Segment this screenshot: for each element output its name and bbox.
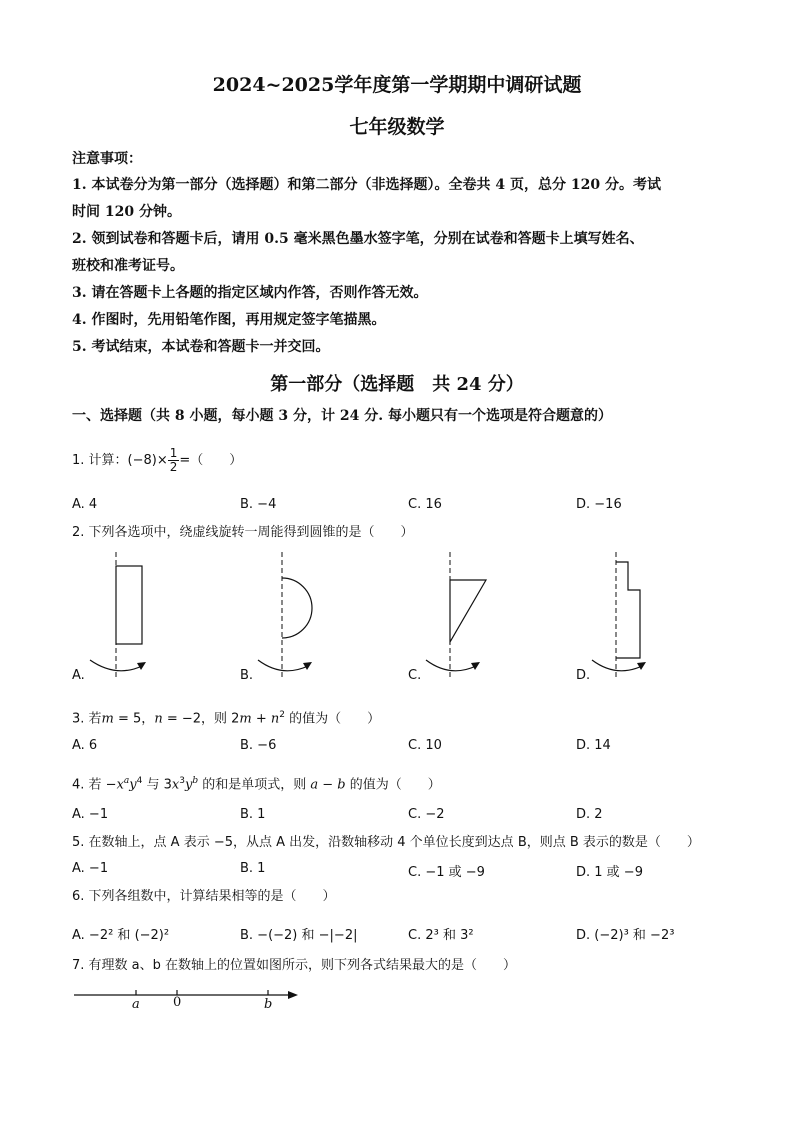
q5-option-c[interactable]: C. −1 或 −9 [408, 865, 485, 880]
q1-denominator: 2 [169, 460, 178, 474]
note-line-1a: 1. 本试卷分为第一部分（选择题）和第二部分（非选择题）。全卷共 4 页，总分 120 分。考试 [72, 177, 661, 193]
q7-label-0: 0 [173, 995, 182, 1010]
q3-var-m2: m [239, 711, 252, 727]
q3-plus: + [251, 711, 271, 727]
q1-option-d[interactable]: D. −16 [576, 497, 622, 512]
q1-fraction [168, 447, 180, 474]
q3-option-d[interactable]: D. 14 [576, 738, 611, 753]
q1-prefix: 1. 计算： [72, 453, 128, 468]
arrow-head [137, 662, 146, 670]
q3-var-m: m [101, 711, 114, 727]
note-line-4: 4. 作图时，先用铅笔作图，再用规定签字笔描黑。 [72, 312, 386, 328]
q7-label-b: b [264, 997, 273, 1012]
q2-option-d[interactable]: D. [576, 668, 591, 683]
note-line-3: 3. 请在答题卡上各题的指定区域内作答，否则作答无效。 [72, 285, 428, 301]
exam-title: 2024~2025学年度第一学期期中调研试题 [212, 74, 582, 96]
q4-expr-ab: a − b [310, 777, 346, 793]
arrow-head [303, 662, 312, 670]
note-line-1b: 时间 120 分钟。 [72, 204, 181, 220]
q1-suffix: =（ ） [179, 453, 243, 468]
q6-option-a[interactable]: A. −2² 和 (−2)² [72, 928, 170, 943]
q1-expr: (−8)× [127, 453, 168, 468]
question-6: 6. 下列各组数中，计算结果相等的是（ ） [72, 889, 336, 904]
semicircle-shape [282, 578, 312, 638]
q4-option-a[interactable]: A. −1 [72, 807, 109, 822]
q4-prefix: 4. 若 − [72, 777, 117, 793]
q2-figure-b [248, 552, 328, 682]
q6-option-c[interactable]: C. 2³ 和 3² [408, 928, 474, 943]
q3-eq2: = −2，则 2 [162, 711, 240, 727]
q4-suffix2: 的值为（ ） [345, 777, 441, 793]
q4-suffix1: 的和是单项式，则 [198, 777, 311, 793]
q2-option-c[interactable]: C. [408, 668, 422, 683]
q4-option-b[interactable]: B. 1 [240, 807, 266, 822]
q4-option-c[interactable]: C. −2 [408, 807, 445, 822]
stepped-shape [616, 562, 640, 658]
q6-option-d[interactable]: D. (−2)³ 和 −2³ [576, 928, 675, 943]
notes-heading: 注意事项： [72, 151, 142, 167]
q3-prefix: 3. 若 [72, 711, 102, 727]
question-2: 2. 下列各选项中，绕虚线旋转一周能得到圆锥的是（ ） [72, 525, 414, 540]
q4-var-y2: y [185, 777, 193, 793]
q6-option-b[interactable]: B. −(−2) 和 −|−2| [240, 928, 358, 943]
q3-suffix: 的值为（ ） [285, 711, 381, 727]
q4-option-d[interactable]: D. 2 [576, 807, 603, 822]
q1-option-a[interactable]: A. 4 [72, 497, 98, 512]
note-line-2a: 2. 领到试卷和答题卡后，请用 0.5 毫米黑色墨水签字笔，分别在试卷和答题卡上填写姓名、 [72, 231, 644, 247]
q3-option-a[interactable]: A. 6 [72, 738, 98, 753]
q2-figure-a [80, 552, 160, 682]
q4-var-y: y [129, 777, 137, 793]
rotation-arrow [592, 660, 642, 671]
q1-option-b[interactable]: B. −4 [240, 497, 277, 512]
rotation-arrow [258, 660, 308, 671]
q3-var-n: n [154, 711, 163, 727]
q2-figure-c [420, 552, 500, 682]
q5-option-b[interactable]: B. 1 [240, 861, 266, 876]
q3-eq1: = 5， [113, 711, 155, 727]
arrow-head [471, 662, 480, 670]
question-1 [72, 447, 242, 474]
q2-option-b[interactable]: B. [240, 668, 254, 683]
q2-figure-d [590, 552, 670, 682]
question-5: 5. 在数轴上，点 A 表示 −5，从点 A 出发，沿数轴移动 4 个单位长度到达点 B，则点 B 表示的数是（ ） [72, 835, 700, 850]
q1-numerator: 1 [169, 446, 178, 460]
part1-title: 第一部分（选择题 共 24 分） [270, 374, 524, 395]
q3-exponent: 2 [279, 710, 286, 720]
section-heading: 一、选择题（共 8 小题，每小题 3 分，计 24 分. 每小题只有一个选项是符合题意的） [72, 408, 612, 424]
q3-var-n2: n [270, 711, 280, 727]
rotation-arrow [426, 660, 476, 671]
q4-var-x2: x [171, 777, 180, 793]
q5-option-a[interactable]: A. −1 [72, 861, 109, 876]
note-line-2b: 班校和准考证号。 [72, 258, 184, 274]
q3-option-c[interactable]: C. 10 [408, 738, 442, 753]
q4-exp-a: a [123, 776, 130, 786]
question-3 [72, 706, 380, 728]
number-line-arrow [288, 991, 298, 999]
q4-exp-4: 4 [136, 776, 143, 786]
q4-var-x: x [116, 777, 124, 793]
rectangle-shape [116, 566, 142, 644]
q4-exp-b: b [192, 776, 199, 786]
q3-option-b[interactable]: B. −6 [240, 738, 277, 753]
q5-option-d[interactable]: D. 1 或 −9 [576, 865, 643, 880]
note-line-5: 5. 考试结束，本试卷和答题卡一并交回。 [72, 339, 330, 355]
exam-subtitle: 七年级数学 [349, 116, 445, 138]
question-7: 7. 有理数 a、b 在数轴上的位置如图所示，则下列各式结果最大的是（ ） [72, 958, 517, 973]
q7-label-a: a [132, 997, 140, 1012]
q1-option-c[interactable]: C. 16 [408, 497, 442, 512]
q4-mid: 与 3 [142, 777, 172, 793]
question-4 [72, 772, 441, 794]
q2-option-a[interactable]: A. [72, 668, 85, 683]
q4-exp-3: 3 [179, 776, 185, 786]
triangle-shape [450, 580, 486, 642]
arrow-head [637, 662, 646, 670]
